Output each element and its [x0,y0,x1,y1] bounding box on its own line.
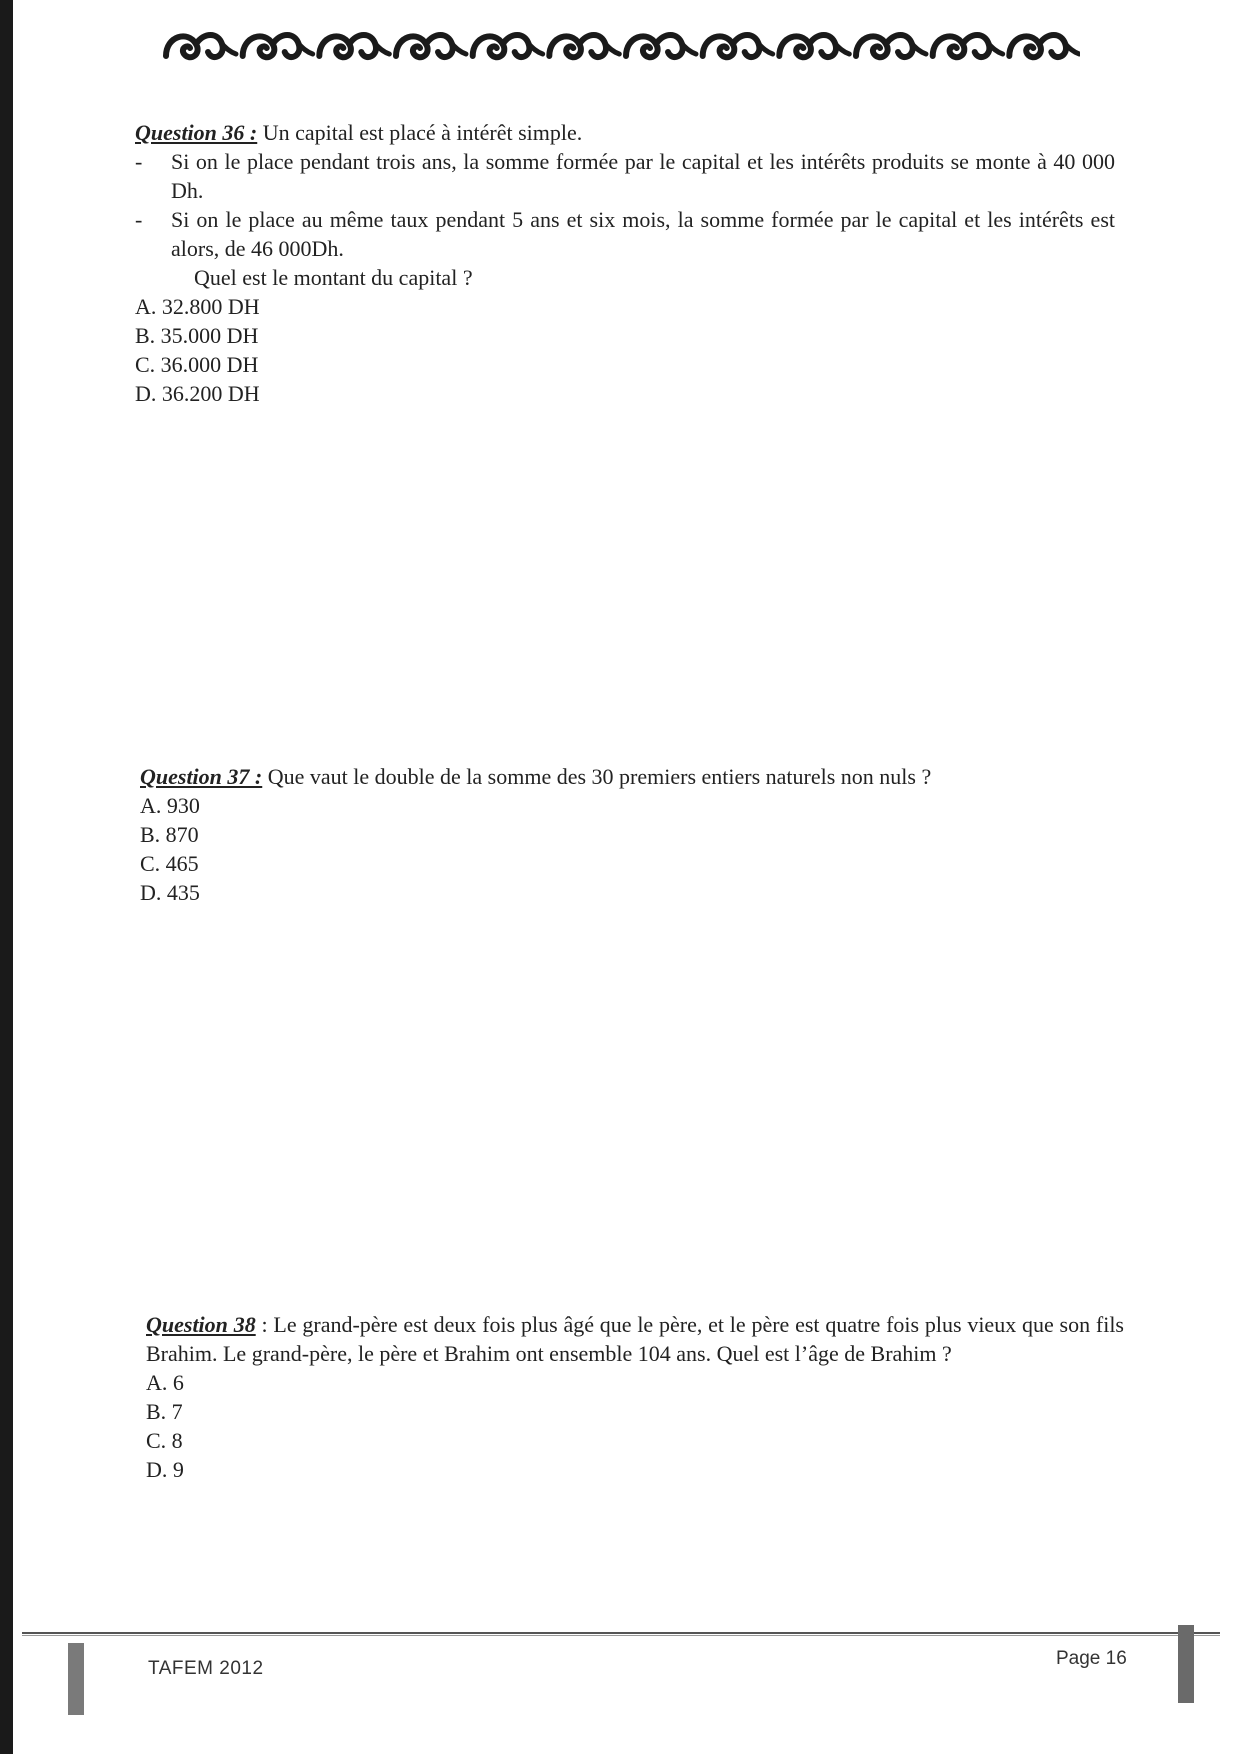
question-36-lead: Un capital est placé à intérêt simple. [257,120,583,145]
footer-exam-title: TAFEM 2012 [148,1658,264,1679]
question-38-option-a: A. 6 [146,1370,184,1395]
question-37-option-b: B. 870 [140,822,199,847]
footer-divider-shadow [22,1635,1220,1636]
question-36-label: Question 36 : [135,120,258,145]
question-36 [135,118,1115,408]
question-37-option-c: C. 465 [140,851,199,876]
question-37 [140,762,1120,907]
question-38-label: Question 38 [146,1312,256,1337]
scan-edge-bar [0,0,13,1754]
border-scroll-icon [1009,35,1079,57]
question-38-option-b: B. 7 [146,1399,183,1424]
footer-right-mark [1178,1625,1194,1703]
question-37-header [140,762,1120,791]
question-36-ask: Quel est le montant du capital ? [194,265,473,290]
border-scroll-icon [549,35,619,57]
question-36-bullet-1-text: Si on le place pendant trois ans, la somme formée par le capital et les intérêts produits se monte à 40 000 Dh. [171,149,1115,203]
question-38-header [146,1310,1124,1368]
question-38-option-d: D. 9 [146,1457,184,1482]
border-scroll-icon [166,35,236,57]
question-36-bullet-2 [135,205,1115,263]
question-37-option-a: A. 930 [140,793,200,818]
border-scroll-icon [856,35,926,57]
question-36-option-c: C. 36.000 DH [135,352,259,377]
question-38-option-c: C. 8 [146,1428,183,1453]
border-scroll-icon [626,35,696,57]
border-scroll-icon [473,35,543,57]
decorative-border [160,18,1080,73]
dash-icon: - [135,149,143,174]
question-38-lead: : Le grand-père est deux fois plus âgé que le père, et le père est quatre fois plus vieux que son fils Brahim. Le grand-père, le père et Brahim ont ensemble 104 ans. Quel est l’âge de Brahim ? [146,1312,1124,1366]
footer-page-number: Page 16 [1056,1648,1127,1669]
question-36-header [135,118,1115,147]
question-38 [146,1310,1124,1484]
question-37-label: Question 37 : [140,764,263,789]
border-scroll-icon [243,35,313,57]
border-scroll-icon [779,35,849,57]
footer-divider [22,1632,1220,1634]
question-36-bullet-2-text: Si on le place au même taux pendant 5 ans et six mois, la somme formée par le capital et les intérêts est alors, de 46 000Dh. [171,207,1115,261]
question-36-option-b: B. 35.000 DH [135,323,259,348]
border-scroll-icon [933,35,1003,57]
border-scroll-icon [703,35,773,57]
question-37-lead: Que vaut le double de la somme des 30 premiers entiers naturels non nuls ? [262,764,932,789]
border-scroll-icon [396,35,466,57]
question-36-option-a: A. 32.800 DH [135,294,260,319]
question-36-option-d: D. 36.200 DH [135,381,260,406]
footer-left-mark [68,1643,84,1715]
border-scroll-icon [319,35,389,57]
question-37-option-d: D. 435 [140,880,200,905]
question-36-bullet-1 [135,147,1115,205]
dash-icon: - [135,207,143,232]
